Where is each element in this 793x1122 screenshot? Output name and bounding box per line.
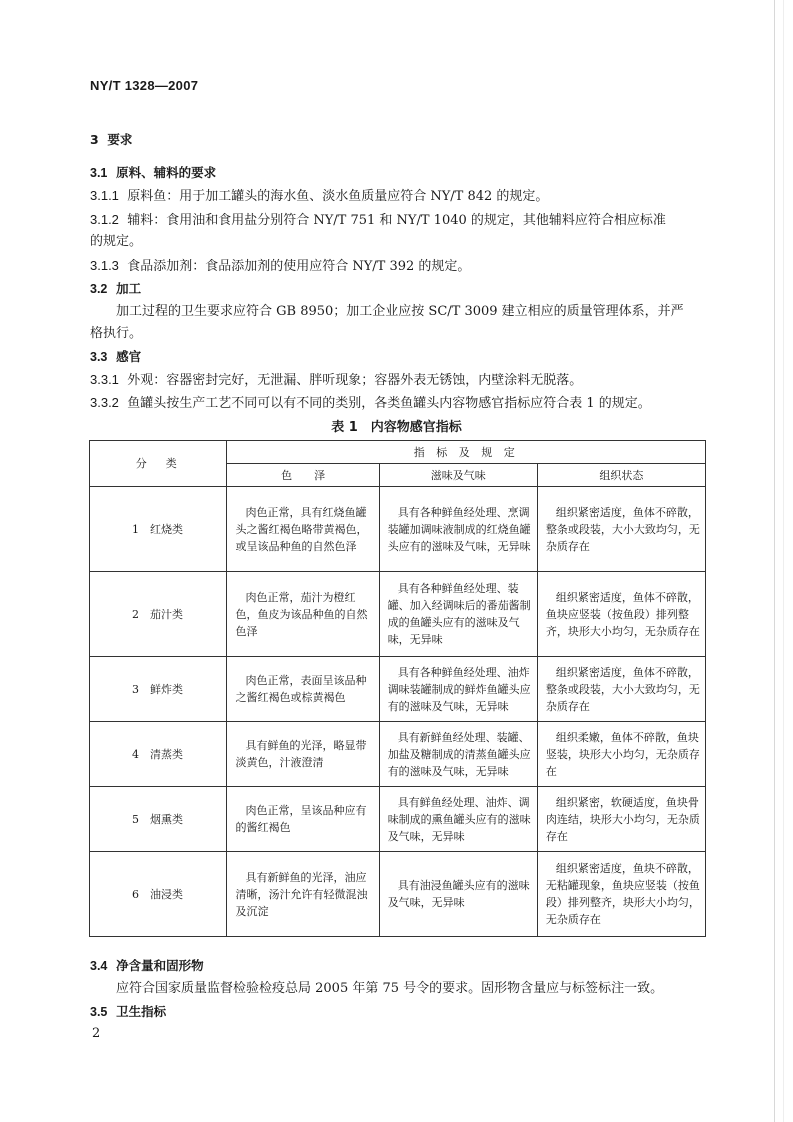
section-3-1-2-cont: 的规定。 <box>90 234 143 249</box>
taste-cell: 具有各种鲜鱼经处理、油炸调味装罐制成的鲜炸鱼罐头应有的滋味及气味，无异味 <box>379 657 537 722</box>
section-text: 辅料：食用油和食用盐分别符合 NY/T 751 和 NY/T 1040 的规定，其他辅料应符合相应标准 <box>127 213 666 228</box>
color-cell: 肉色正常，呈该品种应有的酱红褐色 <box>227 787 379 852</box>
texture-cell: 组织紧密适度，鱼体不碎散，整条或段装，大小大致均匀，无杂质存在 <box>537 657 705 722</box>
section-title: 要求 <box>107 132 133 147</box>
section-title: 净含量和固形物 <box>116 958 204 973</box>
texture-cell: 组织紧密适度，鱼块不碎散，无粘罐现象，鱼块应竖装（按鱼段）排列整齐，块形大小均匀，无杂质存在 <box>537 852 705 937</box>
section-3-4-heading <box>90 956 204 976</box>
category-cell <box>90 852 227 937</box>
category-cell <box>90 657 227 722</box>
category-index: 3 <box>132 682 139 696</box>
section-text: 食品添加剂：食品添加剂的使用应符合 NY/T 392 的规定。 <box>127 259 471 274</box>
section-number: 3.3.1 <box>90 372 119 387</box>
color-cell: 肉色正常，茄汁为橙红色，鱼皮为该品种鱼的自然色泽 <box>227 572 379 657</box>
category-cell <box>90 722 227 787</box>
color-cell: 具有鲜鱼的光泽，略显带淡黄色，汁液澄清 <box>227 722 379 787</box>
section-3-1-3 <box>90 256 470 277</box>
category-name: 烟熏类 <box>150 812 183 826</box>
section-text: 原料鱼：用于加工罐头的海水鱼、淡水鱼质量应符合 NY/T 842 的规定。 <box>127 189 549 204</box>
category-index: 4 <box>132 747 139 761</box>
section-number: 3.4 <box>90 959 108 973</box>
taste-cell: 具有各种鲜鱼经处理、装罐、加入经调味后的番茄酱制成的鱼罐头应有的滋味及气味，无异味 <box>379 572 537 657</box>
page-number: 2 <box>92 1026 101 1041</box>
category-index: 6 <box>132 887 139 901</box>
standard-id-header: NY/T 1328—2007 <box>90 78 199 93</box>
category-cell <box>90 787 227 852</box>
table-row <box>90 722 706 787</box>
table-header-row-1 <box>90 441 706 464</box>
section-number: 3.1 <box>90 166 108 180</box>
section-3-2-heading <box>90 279 141 299</box>
section-3-3-2 <box>90 393 651 414</box>
header-texture: 组织状态 <box>537 464 705 487</box>
table-row <box>90 852 706 937</box>
section-3-2-text: 加工过程的卫生要求应符合 GB 8950；加工企业应按 SC/T 3009 建立相应的质量管理体系，并严 <box>116 304 684 319</box>
texture-cell: 组织紧密，软硬适度，鱼块骨肉连结，块形大小均匀，无杂质存在 <box>537 787 705 852</box>
texture-cell: 组织紧密适度，鱼体不碎散，鱼块应竖装（按鱼段）排列整齐，块形大小均匀，无杂质存在 <box>537 572 705 657</box>
table-1-caption: 表 1 内容物感官指标 <box>331 420 462 435</box>
category-name: 鲜炸类 <box>150 682 183 696</box>
table-row <box>90 487 706 572</box>
header-category: 分 类 <box>90 441 227 487</box>
section-3-2-text-cont: 格执行。 <box>90 326 143 341</box>
section-3-heading <box>90 130 132 150</box>
section-title: 感官 <box>116 349 142 364</box>
section-3-5-heading <box>90 1002 166 1022</box>
section-number: 3.2 <box>90 282 108 296</box>
section-3-3-heading <box>90 347 141 367</box>
category-index: 1 <box>132 522 139 536</box>
section-number: 3.5 <box>90 1005 108 1019</box>
color-cell: 肉色正常，表面呈该品种之酱红褐色或棕黄褐色 <box>227 657 379 722</box>
taste-cell: 具有鲜鱼经处理、油炸、调味制成的熏鱼罐头应有的滋味及气味，无异味 <box>379 787 537 852</box>
section-3-3-1 <box>90 370 582 391</box>
texture-cell: 组织紧密适度，鱼体不碎散，整条或段装，大小大致均匀，无杂质存在 <box>537 487 705 572</box>
category-name: 茄汁类 <box>150 607 183 621</box>
sensory-index-table <box>89 440 706 937</box>
taste-cell: 具有油浸鱼罐头应有的滋味及气味，无异味 <box>379 852 537 937</box>
header-index-group: 指 标 及 规 定 <box>227 441 706 464</box>
category-name: 清蒸类 <box>150 747 183 761</box>
section-number: 3.1.1 <box>90 188 119 203</box>
section-text: 外观：容器密封完好，无泄漏、胖听现象；容器外表无锈蚀，内壁涂料无脱落。 <box>127 373 583 388</box>
page-edge-line-outer <box>783 0 784 1122</box>
category-name: 油浸类 <box>150 887 183 901</box>
color-cell: 具有新鲜鱼的光泽，油应清晰，汤汁允许有轻微混浊及沉淀 <box>227 852 379 937</box>
header-taste: 滋味及气味 <box>379 464 537 487</box>
category-index: 5 <box>132 812 139 826</box>
texture-cell: 组织柔嫩，鱼体不碎散，鱼块竖装，块形大小均匀，无杂质存在 <box>537 722 705 787</box>
section-number: 3.1.3 <box>90 258 119 273</box>
taste-cell: 具有新鲜鱼经处理、装罐、加盐及糖制成的清蒸鱼罐头应有的滋味及气味，无异味 <box>379 722 537 787</box>
table-row <box>90 787 706 852</box>
section-title: 卫生指标 <box>116 1004 167 1019</box>
section-number: 3.3 <box>90 350 108 364</box>
category-cell <box>90 487 227 572</box>
section-number: 3.1.2 <box>90 212 119 227</box>
category-cell <box>90 572 227 657</box>
table-row <box>90 657 706 722</box>
header-color: 色 泽 <box>227 464 379 487</box>
section-3-1-2 <box>90 210 666 231</box>
table-row <box>90 572 706 657</box>
category-index: 2 <box>132 607 139 621</box>
section-text: 鱼罐头按生产工艺不同可以有不同的类别，各类鱼罐头内容物感官指标应符合表 1 的规定。 <box>127 396 651 411</box>
section-title: 原料、辅料的要求 <box>116 165 217 180</box>
section-3-4-text: 应符合国家质量监督检验检疫总局 2005 年第 75 号令的要求。固形物含量应与标签标注一致。 <box>116 981 664 996</box>
section-number: 3.3.2 <box>90 395 119 410</box>
section-3-1-1 <box>90 186 548 207</box>
section-title: 加工 <box>116 281 142 296</box>
category-name: 红烧类 <box>150 522 183 536</box>
color-cell: 肉色正常，具有红烧鱼罐头之酱红褐色略带黄褐色，或呈该品种鱼的自然色泽 <box>227 487 379 572</box>
taste-cell: 具有各种鲜鱼经处理、烹调装罐加调味液制成的红烧鱼罐头应有的滋味及气味，无异味 <box>379 487 537 572</box>
section-3-1-heading <box>90 163 216 183</box>
page-edge-line <box>774 0 775 1122</box>
section-number: 3 <box>90 132 99 147</box>
